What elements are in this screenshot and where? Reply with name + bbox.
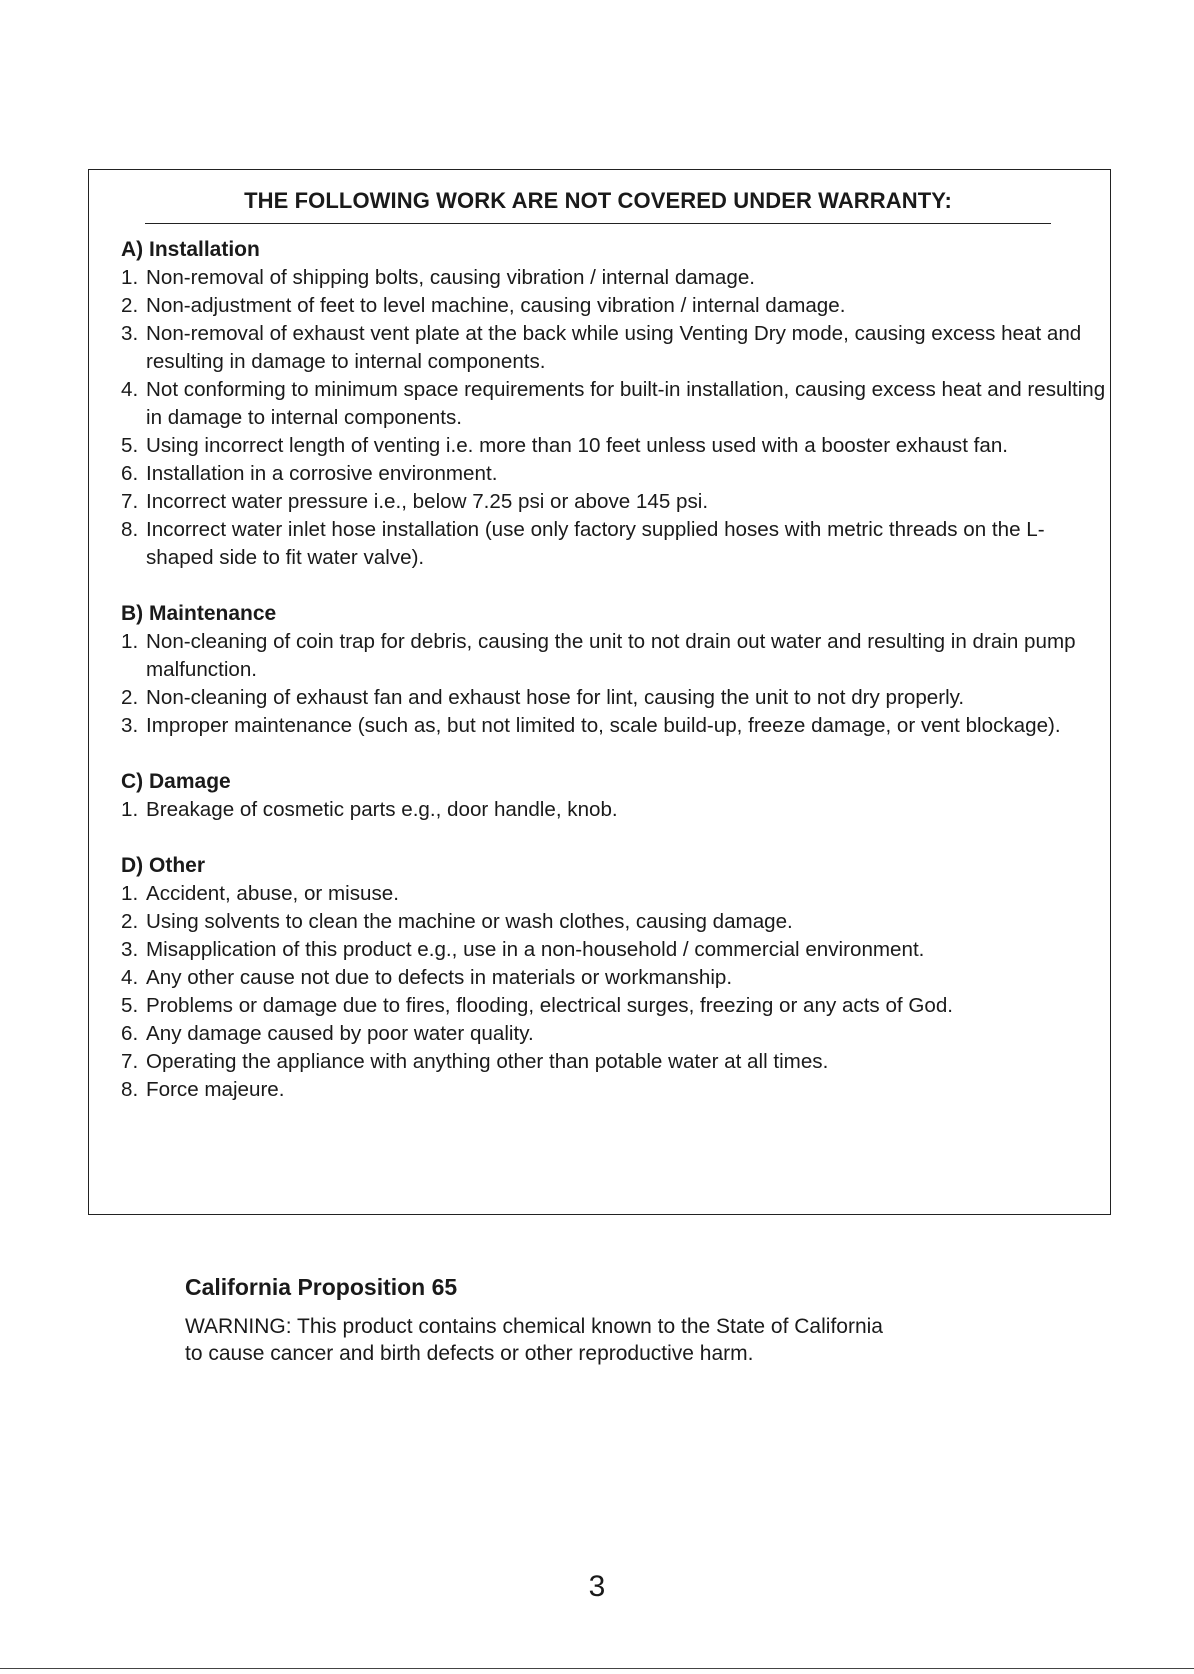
item-text: Installation in a corrosive environment. bbox=[146, 462, 498, 485]
item-text: Using solvents to clean the machine or wash clothes, causing damage. bbox=[146, 910, 793, 933]
item-number: 4. bbox=[121, 378, 139, 401]
warranty-sections bbox=[121, 236, 1106, 1132]
item-text: Accident, abuse, or misuse. bbox=[146, 882, 399, 905]
prop65-notice bbox=[185, 1273, 1065, 1367]
item-number: 2. bbox=[121, 686, 139, 709]
page-bottom-rule bbox=[0, 1668, 1194, 1669]
list-item bbox=[121, 908, 1106, 936]
section-damage bbox=[121, 768, 1106, 824]
item-number: 1. bbox=[121, 630, 139, 653]
item-text: Operating the appliance with anything other than potable water at all times. bbox=[146, 1050, 829, 1073]
prop65-warning-text: WARNING: This product contains chemical known to the State of California to cause cancer and birth defects or other reproductive harm. bbox=[185, 1315, 883, 1365]
item-text: Incorrect water inlet hose installation (use only factory supplied hoses with metric threads on the L-shaped side to fit water valve). bbox=[146, 518, 1045, 569]
section-installation bbox=[121, 236, 1106, 572]
item-number: 4. bbox=[121, 966, 139, 989]
list-item bbox=[121, 460, 1106, 488]
list-item bbox=[121, 432, 1106, 460]
item-text: Force majeure. bbox=[146, 1078, 285, 1101]
item-text: Non-removal of shipping bolts, causing vibration / internal damage. bbox=[146, 266, 755, 289]
section-heading: B) Maintenance bbox=[121, 602, 277, 625]
item-text: Non-cleaning of exhaust fan and exhaust hose for lint, causing the unit to not dry properly. bbox=[146, 686, 965, 709]
item-text: Misapplication of this product e.g., use in a non-household / commercial environment. bbox=[146, 938, 925, 961]
item-number: 5. bbox=[121, 434, 139, 457]
item-number: 3. bbox=[121, 938, 139, 961]
section-heading: A) Installation bbox=[121, 238, 260, 261]
section-heading: C) Damage bbox=[121, 770, 231, 793]
item-number: 6. bbox=[121, 462, 139, 485]
prop65-title: California Proposition 65 bbox=[185, 1274, 458, 1300]
list-item bbox=[121, 712, 1106, 740]
item-number: 5. bbox=[121, 994, 139, 1017]
item-text: Using incorrect length of venting i.e. more than 10 feet unless used with a booster exhaust fan. bbox=[146, 434, 1009, 457]
list-item bbox=[121, 320, 1106, 376]
item-number: 2. bbox=[121, 294, 139, 317]
item-text: Breakage of cosmetic parts e.g., door handle, knob. bbox=[146, 798, 618, 821]
item-number: 6. bbox=[121, 1022, 139, 1045]
item-text: Problems or damage due to fires, flooding, electrical surges, freezing or any acts of God. bbox=[146, 994, 953, 1017]
list-item bbox=[121, 880, 1106, 908]
list-item bbox=[121, 1076, 1106, 1104]
item-number: 1. bbox=[121, 882, 139, 905]
item-number: 8. bbox=[121, 1078, 139, 1101]
item-text: Not conforming to minimum space requirements for built-in installation, causing excess heat and resulting in damage to internal components. bbox=[146, 378, 1106, 429]
item-text: Improper maintenance (such as, but not limited to, scale build-up, freeze damage, or vent blockage). bbox=[146, 714, 1061, 737]
list-item bbox=[121, 936, 1106, 964]
item-number: 2. bbox=[121, 910, 139, 933]
list-item bbox=[121, 516, 1106, 572]
list-item bbox=[121, 992, 1106, 1020]
warranty-exclusions-title: THE FOLLOWING WORK ARE NOT COVERED UNDER WARRANTY: bbox=[244, 188, 952, 213]
list-item bbox=[121, 376, 1106, 432]
list-item bbox=[121, 628, 1106, 684]
list-item bbox=[121, 292, 1106, 320]
installation-list bbox=[121, 264, 1106, 572]
item-text: Non-adjustment of feet to level machine, causing vibration / internal damage. bbox=[146, 294, 846, 317]
page-number: 3 bbox=[588, 1570, 606, 1603]
item-number: 3. bbox=[121, 714, 139, 737]
section-heading: D) Other bbox=[121, 854, 205, 877]
item-number: 8. bbox=[121, 518, 139, 541]
title-underline bbox=[145, 223, 1051, 224]
list-item bbox=[121, 684, 1106, 712]
list-item bbox=[121, 796, 1106, 824]
list-item bbox=[121, 964, 1106, 992]
item-text: Incorrect water pressure i.e., below 7.25 psi or above 145 psi. bbox=[146, 490, 709, 513]
section-other bbox=[121, 852, 1106, 1104]
item-number: 1. bbox=[121, 266, 139, 289]
item-text: Non-removal of exhaust vent plate at the back while using Venting Dry mode, causing excess heat and resulting in damage to internal components. bbox=[146, 322, 1082, 373]
list-item bbox=[121, 1048, 1106, 1076]
item-number: 7. bbox=[121, 490, 139, 513]
item-number: 7. bbox=[121, 1050, 139, 1073]
section-maintenance bbox=[121, 600, 1106, 740]
item-text: Non-cleaning of coin trap for debris, causing the unit to not drain out water and resulting in drain pump malfunction. bbox=[146, 630, 1076, 681]
item-text: Any damage caused by poor water quality. bbox=[146, 1022, 534, 1045]
list-item bbox=[121, 1020, 1106, 1048]
list-item bbox=[121, 264, 1106, 292]
item-number: 1. bbox=[121, 798, 139, 821]
warranty-exclusions-box bbox=[88, 169, 1111, 1215]
list-item bbox=[121, 488, 1106, 516]
damage-list bbox=[121, 796, 1106, 824]
other-list bbox=[121, 880, 1106, 1104]
item-number: 3. bbox=[121, 322, 139, 345]
maintenance-list bbox=[121, 628, 1106, 740]
item-text: Any other cause not due to defects in materials or workmanship. bbox=[146, 966, 733, 989]
